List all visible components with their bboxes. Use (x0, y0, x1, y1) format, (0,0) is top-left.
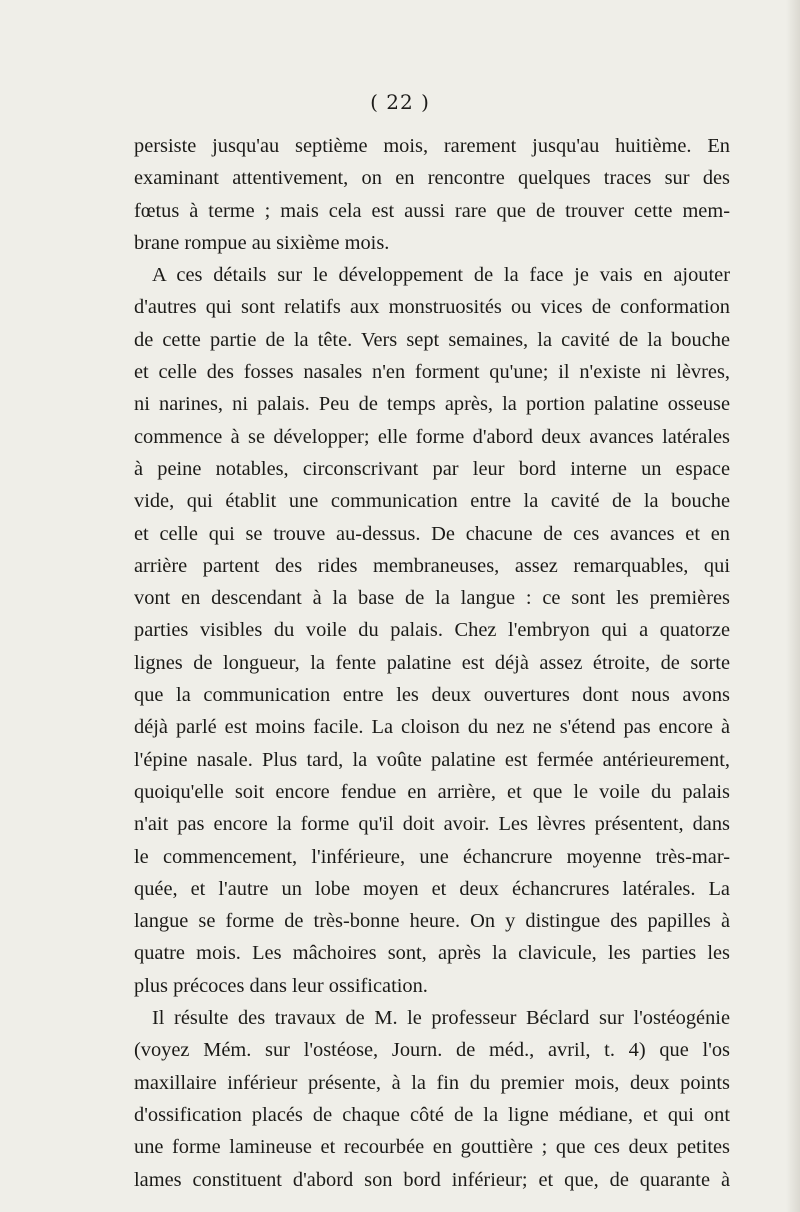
text-line: quoiqu'elle soit encore fendue en arrière, et que le voile du palais (134, 780, 730, 803)
text-line: une forme lamineuse et recourbée en gouttière ; que ces deux petites (134, 1136, 730, 1159)
text-line: brane rompue au sixième mois. (134, 231, 390, 254)
text-line: langue se forme de très-bonne heure. On y distingue des papilles à (134, 910, 730, 933)
text-line: A ces détails sur le développement de la face je vais en ajouter (152, 264, 730, 287)
page-number: ( 22 ) (370, 90, 430, 114)
text-line: et celle des fosses nasales n'en forment qu'une; il n'existe ni lèvres, (134, 361, 730, 384)
text-line: quée, et l'autre un lobe moyen et deux échancrures latérales. La (134, 877, 730, 900)
body-text (134, 130, 730, 1196)
text-line: de cette partie de la tête. Vers sept semaines, la cavité de la bouche (134, 328, 730, 351)
text-line: plus précoces dans leur ossification. (134, 974, 428, 997)
text-line: d'autres qui sont relatifs aux monstruosités ou vices de conformation (134, 296, 730, 319)
text-line: l'épine nasale. Plus tard, la voûte palatine est fermée antérieurement, (134, 748, 730, 771)
text-line: fœtus à terme ; mais cela est aussi rare que de trouver cette mem- (134, 199, 730, 222)
text-line: ni narines, ni palais. Peu de temps après, la portion palatine osseuse (134, 393, 730, 416)
text-line: quatre mois. Les mâchoires sont, après la clavicule, les parties les (134, 942, 730, 965)
text-line: à peine notables, circonscrivant par leur bord interne un espace (134, 457, 730, 480)
text-line: lames constituent d'abord son bord inférieur; et que, de quarante à (134, 1168, 730, 1191)
text-line: le commencement, l'inférieure, une échancrure moyenne très-mar- (134, 845, 730, 868)
text-line: lignes de longueur, la fente palatine est déjà assez étroite, de sorte (134, 651, 730, 674)
text-line: vont en descendant à la base de la langue : ce sont les premières (134, 587, 730, 610)
text-line: que la communication entre les deux ouvertures dont nous avons (134, 684, 730, 707)
text-line: examinant attentivement, on en rencontre quelques traces sur des (134, 167, 730, 190)
text-line: et celle qui se trouve au-dessus. De chacune de ces avances et en (134, 522, 730, 545)
text-line: (voyez Mém. sur l'ostéose, Journ. de méd., avril, t. 4) que l'os (134, 1039, 730, 1062)
text-line: commence à se développer; elle forme d'abord deux avances latérales (134, 425, 730, 448)
text-line: n'ait pas encore la forme qu'il doit avoir. Les lèvres présentent, dans (134, 813, 730, 836)
text-line: vide, qui établit une communication entre la cavité de la bouche (134, 490, 730, 513)
text-line: persiste jusqu'au septième mois, rarement jusqu'au huitième. En (134, 135, 730, 157)
text-line: déjà parlé est moins facile. La cloison du nez ne s'étend pas encore à (134, 716, 730, 739)
text-line: Il résulte des travaux de M. le professeur Béclard sur l'ostéogénie (152, 1007, 730, 1030)
text-line: parties visibles du voile du palais. Chez l'embryon qui a quatorze (134, 619, 730, 642)
text-line: arrière partent des rides membraneuses, assez remarquables, qui (134, 554, 730, 577)
page-edge-shadow (786, 0, 800, 1212)
text-line: d'ossification placés de chaque côté de la ligne médiane, et qui ont (134, 1103, 730, 1126)
text-line: maxillaire inférieur présente, à la fin du premier mois, deux points (134, 1071, 730, 1094)
